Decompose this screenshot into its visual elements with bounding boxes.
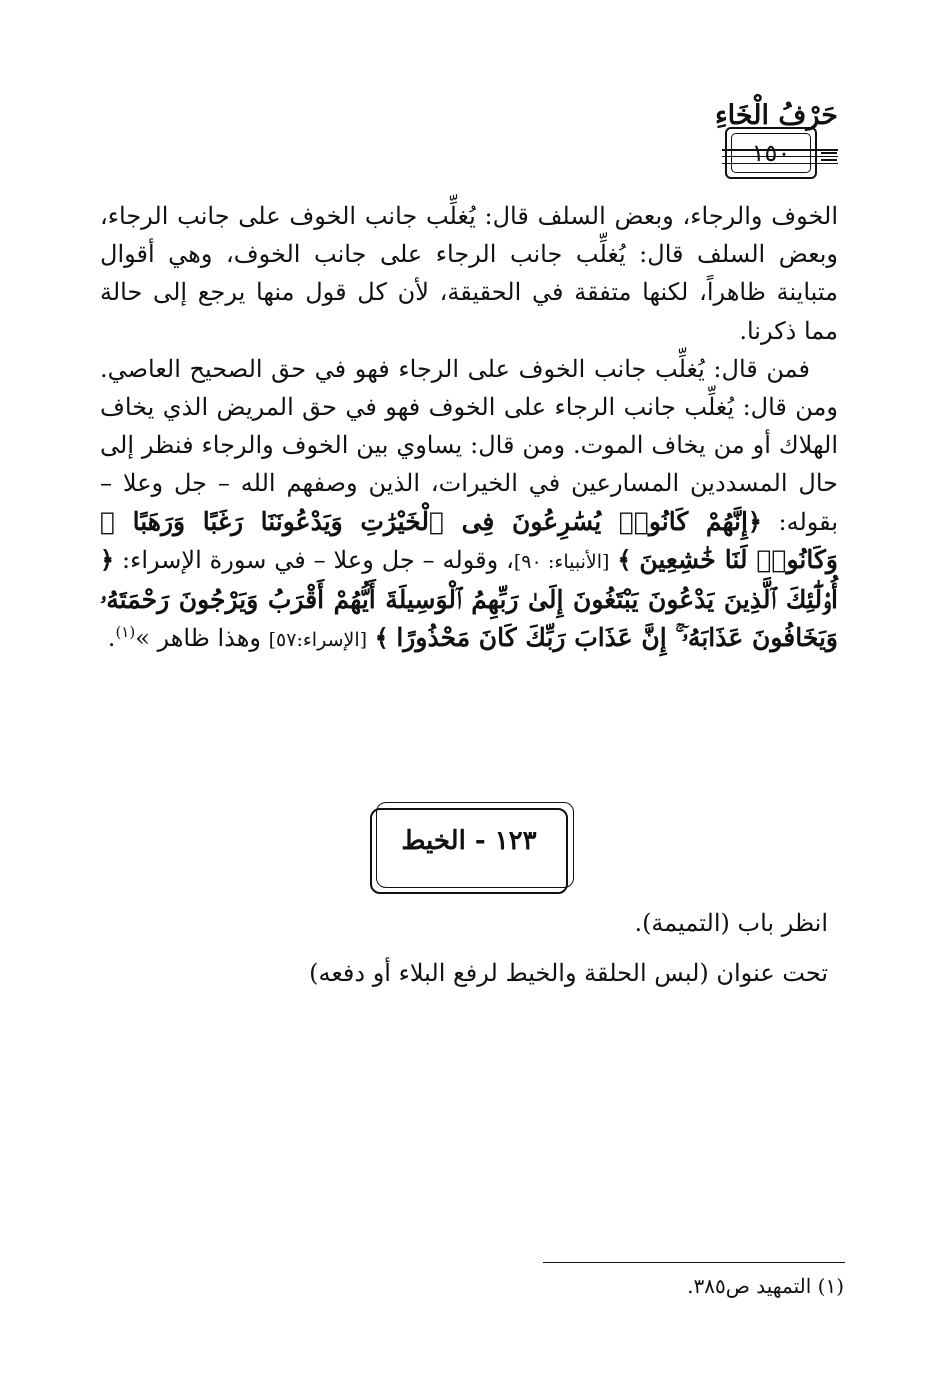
verse-2-close-bracket: ﴾ [374, 623, 389, 653]
page-number: ١٥٠ [731, 133, 811, 173]
quran-verse-1: إِنَّهُمْ كَانُوا۟ يُسَٰرِعُونَ فِى ٱلْخَيْرَٰتِ وَيَدْعُونَنَا رَغَبًا وَرَهَبًا ۖ وَكَانُوا۟ لَنَا خَٰشِعِينَ [100, 506, 838, 574]
paragraph-2 [100, 350, 838, 660]
see-also-line-1: انظر باب (التميمة). [634, 909, 828, 937]
verse-1-reference: [الأنبياء: ٩٠] [513, 550, 610, 573]
see-also-line-2: تحت عنوان (لبس الحلقة والخيط لرفع البلاء أو دفعه) [309, 959, 828, 987]
closing-period: . [107, 624, 116, 653]
connector-text: ، وقوله – جل وعلا – في سورة الإسراء: [121, 545, 514, 574]
quran-verse-2: أُو۟لَٰٓئِكَ ٱلَّذِينَ يَدْعُونَ يَبْتَغُونَ إِلَىٰ رَبِّهِمُ ٱلْوَسِيلَةَ أَيُّهُمْ أَقْرَبُ وَيَرْجُونَ رَحْمَتَهُۥ وَيَخَافُونَ عَذَابَهُۥٓ ۚ إِنَّ عَذَابَ رَبِّكَ كَانَ مَحْذُورًا [100, 585, 838, 653]
see-also [128, 898, 828, 998]
footnote-rule [543, 1262, 845, 1263]
closing-text: وهذا ظاهر » [135, 624, 269, 653]
page-number-frame-tick [821, 152, 837, 161]
verse-2-reference: [الإسراء:٥٧] [268, 629, 368, 652]
verse-1-close-bracket: ﴾ [617, 544, 632, 574]
running-title: حَرْفُ الْخَاءِ [714, 100, 838, 131]
paragraph-1: الخوف والرجاء، وبعض السلف قال: يُغلِّب جانب الخوف على جانب الرجاء، وبعض السلف قال: يُغلِّب جانب الرجاء على جانب الخوف، وهي أقوال متباينة ظاهراً، لكنها متفقة في الحقيقة، لأن كل قول منها يرجع إلى حالة مما ذكرنا. [100, 202, 838, 345]
footnote-1: (١) التمهيد ص٣٨٥. [687, 1274, 844, 1298]
main-text [100, 197, 838, 659]
page-number-frame [725, 127, 817, 179]
paragraph-2-intro: فمن قال: يُغلِّب جانب الخوف على الرجاء فهو في حق الصحيح العاصي. ومن قال: يُغلِّب جانب الرجاء على الخوف فهو في حق المريض الذي يخاف الهلاك أو من يخاف الموت. ومن قال: يساوي بين الخوف والرجاء فنظر إلى حال المسددين المسارعين في الخيرات، الذين وصفهم الله – جل وعلا – بقوله: [100, 354, 838, 536]
verse-1-open-bracket: ﴿ [747, 506, 762, 536]
verse-2-open-bracket: ﴿ [100, 544, 115, 574]
section-title: ١٢٣ - الخيط [401, 826, 537, 856]
footnote-marker[interactable]: (١) [115, 623, 136, 642]
